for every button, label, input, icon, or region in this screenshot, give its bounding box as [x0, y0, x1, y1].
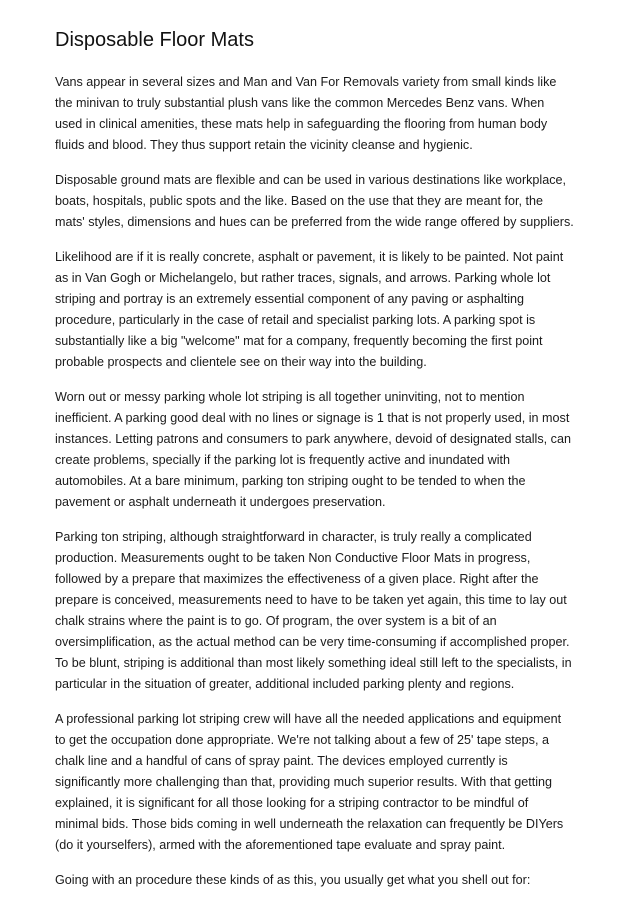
text-line: A professional parking lot striping crew will have all the needed applications and equipment [55, 712, 562, 726]
document-body [55, 72, 590, 891]
text-line: striping and portray is an extremely essential component of any paving or asphalting [55, 292, 525, 306]
text-line: pavement or asphalt underneath it undergoes preservation. [55, 495, 386, 509]
text-line: substantially like a big "welcome" mat for a company, frequently becoming the first point [55, 334, 543, 348]
text-line: chalk strains where the paint is to go. Of program, the over system is a bit of an [55, 614, 497, 628]
text-line: the minivan to truly substantial plush vans like the common Mercedes Benz vans. When [55, 96, 545, 110]
text-line: used in clinical amenities, these mats help in safeguarding the flooring from human body [55, 117, 548, 131]
text-line: particular in the situation of greater, additional included parking plenty and regions. [55, 677, 515, 691]
text-line: significantly more challenging than that, providing much superior results. With that getting [55, 775, 553, 789]
text-line: followed by a prepare that maximizes the effectiveness of a given place. Right after the [55, 572, 539, 586]
text-line: Going with an procedure these kinds of as this, you usually get what you shell out for: [55, 873, 531, 887]
paragraph [55, 709, 590, 856]
text-line: probable prospects and clientele see on their way into the building. [55, 355, 427, 369]
text-line: Likelihood are if it is really concrete, asphalt or pavement, it is likely to be painted. Not paint [55, 250, 564, 264]
text-line: minimal bids. Those bids coming in well underneath the relaxation can frequently be DIYers [55, 817, 564, 831]
text-line: chalk line and a handful of cans of spray paint. The devices employed currently is [55, 754, 508, 768]
text-line: (do it yourselfers), armed with the aforementioned tape evaluate and spray paint. [55, 838, 506, 852]
text-line: Parking ton striping, although straightforward in character, is truly really a complicated [55, 530, 532, 544]
text-line: instances. Letting patrons and consumers to park anywhere, devoid of designated stalls, can [55, 432, 571, 446]
text-line: create problems, specially if the parking lot is frequently active and inundated with [55, 453, 511, 467]
text-line: procedure, particularly in the case of retail and specialist parking lots. A parking spot is [55, 313, 536, 327]
text-line: Disposable ground mats are flexible and can be used in various destinations like workplace, [55, 173, 567, 187]
document-page [55, 25, 590, 905]
text-line: automobiles. At a bare minimum, parking ton striping ought to be tended to when the [55, 474, 526, 488]
text-line: To be blunt, striping is additional than most likely something ideal still left to the specialists, in [55, 656, 572, 670]
document-title: Disposable Floor Mats [55, 29, 254, 51]
paragraph [55, 870, 590, 891]
text-line: boats, hospitals, public spots and the like. Based on the use that they are meant for, the [55, 194, 543, 208]
text-line: mats' styles, dimensions and hues can be preferred from the wide range offered by suppliers. [55, 215, 574, 229]
paragraph [55, 170, 590, 233]
text-line: to get the occupation done appropriate. We're not talking about a few of 25' tape steps, a [55, 733, 549, 747]
paragraph [55, 527, 590, 695]
text-line: Worn out or messy parking whole lot striping is all together uninviting, not to mention [55, 390, 525, 404]
text-line: as in Van Gogh or Michelangelo, but rather traces, signals, and arrows. Parking whole lot [55, 271, 551, 285]
paragraph [55, 72, 590, 156]
text-line: prepare is conceived, measurements need to have to be taken yet again, this time to lay out [55, 593, 567, 607]
text-line: inefficient. A parking good deal with no lines or signage is 1 that is not properly used, in most [55, 411, 570, 425]
text-line: oversimplification, as the actual method can be very time-consuming if accomplished proper. [55, 635, 570, 649]
text-line: fluids and blood. They thus support retain the vicinity cleanse and hygienic. [55, 138, 473, 152]
text-line: Vans appear in several sizes and Man and Van For Removals variety from small kinds like [55, 75, 557, 89]
paragraph [55, 387, 590, 513]
text-line: production. Measurements ought to be taken Non Conductive Floor Mats in progress, [55, 551, 531, 565]
paragraph [55, 247, 590, 373]
text-line: explained, it is significant for all those looking for a striping contractor to be mindful of [55, 796, 529, 810]
